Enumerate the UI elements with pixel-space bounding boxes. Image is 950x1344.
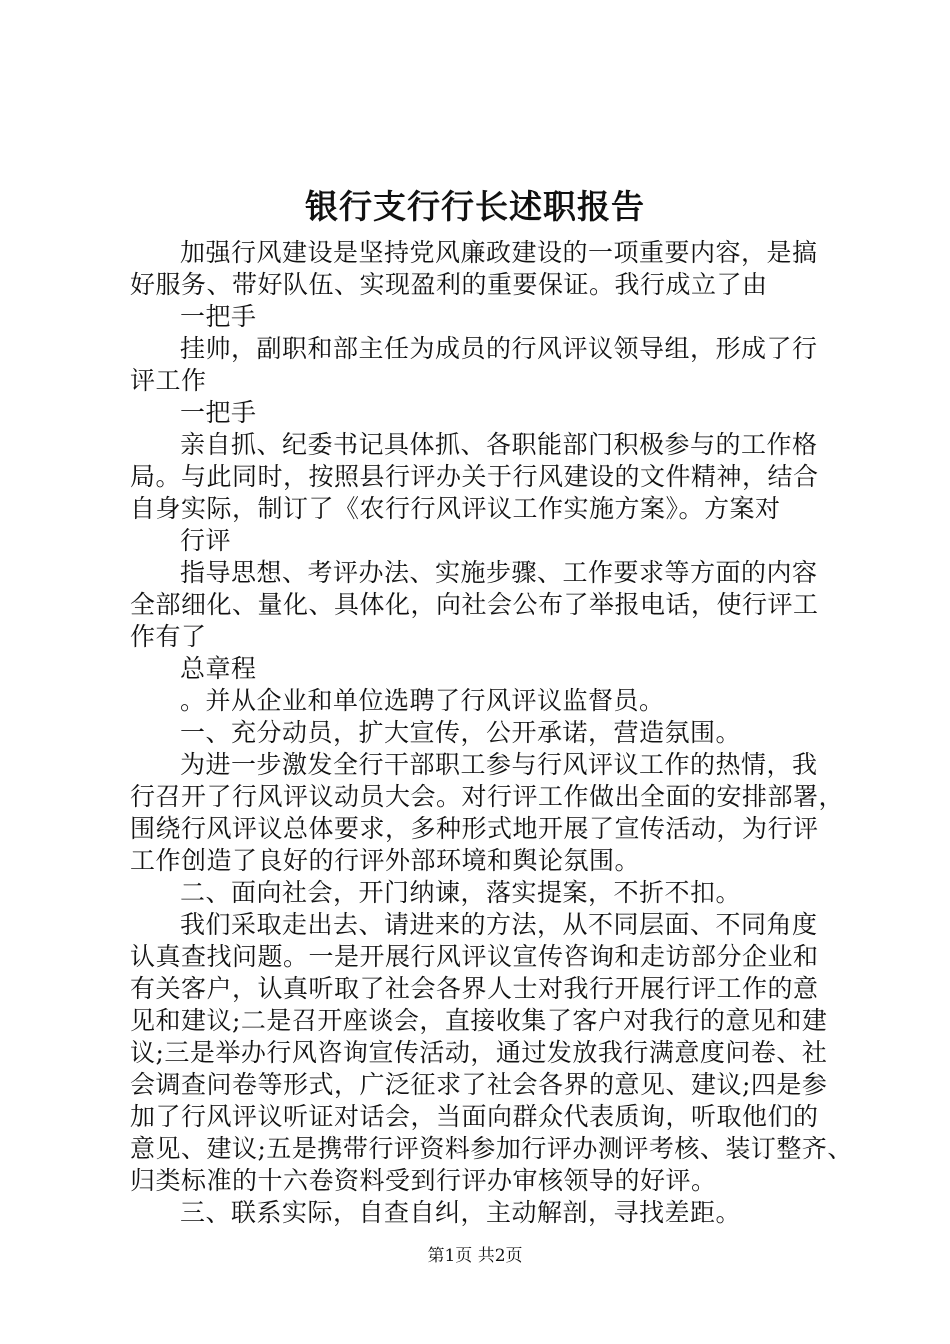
- paragraph-line: 好服务、带好队伍、实现盈利的重要保证。我行成立了由: [130, 270, 768, 299]
- document-title: 银行支行行长述职报告: [305, 187, 645, 226]
- paragraph-line: 加了行风评议听证对话会，当面向群众代表质询，听取他们的: [130, 1102, 819, 1131]
- paragraph-line: 作有了: [130, 622, 207, 651]
- paragraph-line: 一把手: [180, 398, 257, 427]
- paragraph-line: 为进一步激发全行干部职工参与行风评议工作的热情，我: [180, 750, 818, 779]
- paragraph-line: 局。与此同时，按照县行评办关于行风建设的文件精神，结合: [130, 462, 819, 491]
- paragraph-line: 一把手: [180, 302, 257, 331]
- paragraph-line: 挂帅，副职和部主任为成员的行风评议领导组，形成了行: [180, 334, 818, 363]
- paragraph-line: 亲自抓、纪委书记具体抓、各职能部门积极参与的工作格: [180, 430, 818, 459]
- paragraph-line: 。并从企业和单位选聘了行风评议监督员。: [180, 686, 665, 715]
- paragraph-line: 归类标准的十六卷资料受到行评办审核领导的好评。: [130, 1166, 717, 1195]
- paragraph-line: 指导思想、考评办法、实施步骤、工作要求等方面的内容: [180, 558, 818, 587]
- paragraph-line: 议;三是举办行风咨询宣传活动，通过发放我行满意度问卷、社: [130, 1038, 828, 1067]
- paragraph-line: 总章程: [180, 654, 257, 683]
- paragraph-line: 全部细化、量化、具体化，向社会公布了举报电话，使行评工: [130, 590, 819, 619]
- paragraph-line: 三、联系实际，自查自纠，主动解剖，寻找差距。: [180, 1198, 742, 1227]
- paragraph-line: 行召开了行风评议动员大会。对行评工作做出全面的安排部署，: [130, 782, 845, 811]
- paragraph-line: 围绕行风评议总体要求，多种形式地开展了宣传活动，为行评: [130, 814, 819, 843]
- paragraph-line: 二、面向社会，开门纳谏，落实提案，不折不扣。: [180, 878, 742, 907]
- paragraph-line: 意见、建议;五是携带行评资料参加行评办测评考核、装订整齐、: [130, 1134, 853, 1163]
- paragraph-line: 一、充分动员，扩大宣传，公开承诺，营造氛围。: [180, 718, 742, 747]
- page-footer: 第1页 共2页: [427, 1246, 523, 1266]
- paragraph-line: 认真查找问题。一是开展行风评议宣传咨询和走访部分企业和: [130, 942, 819, 971]
- paragraph-line: 自身实际，制订了《农行行风评议工作实施方案》。方案对: [130, 494, 781, 523]
- paragraph-line: 评工作: [130, 366, 207, 395]
- document-body: [130, 237, 853, 1229]
- paragraph-line: 我们采取走出去、请进来的方法，从不同层面、不同角度: [180, 910, 818, 939]
- paragraph-line: 行评: [180, 526, 232, 555]
- paragraph-line: 工作创造了良好的行评外部环境和舆论氛围。: [130, 846, 641, 875]
- paragraph-line: 见和建议;二是召开座谈会，直接收集了客户对我行的意见和建: [130, 1006, 828, 1035]
- paragraph-line: 有关客户，认真听取了社会各界人士对我行开展行评工作的意: [130, 974, 819, 1003]
- paragraph-line: 加强行风建设是坚持党风廉政建设的一项重要内容，是搞: [180, 238, 818, 267]
- paragraph-line: 会调查问卷等形式，广泛征求了社会各界的意见、建议;四是参: [130, 1070, 828, 1099]
